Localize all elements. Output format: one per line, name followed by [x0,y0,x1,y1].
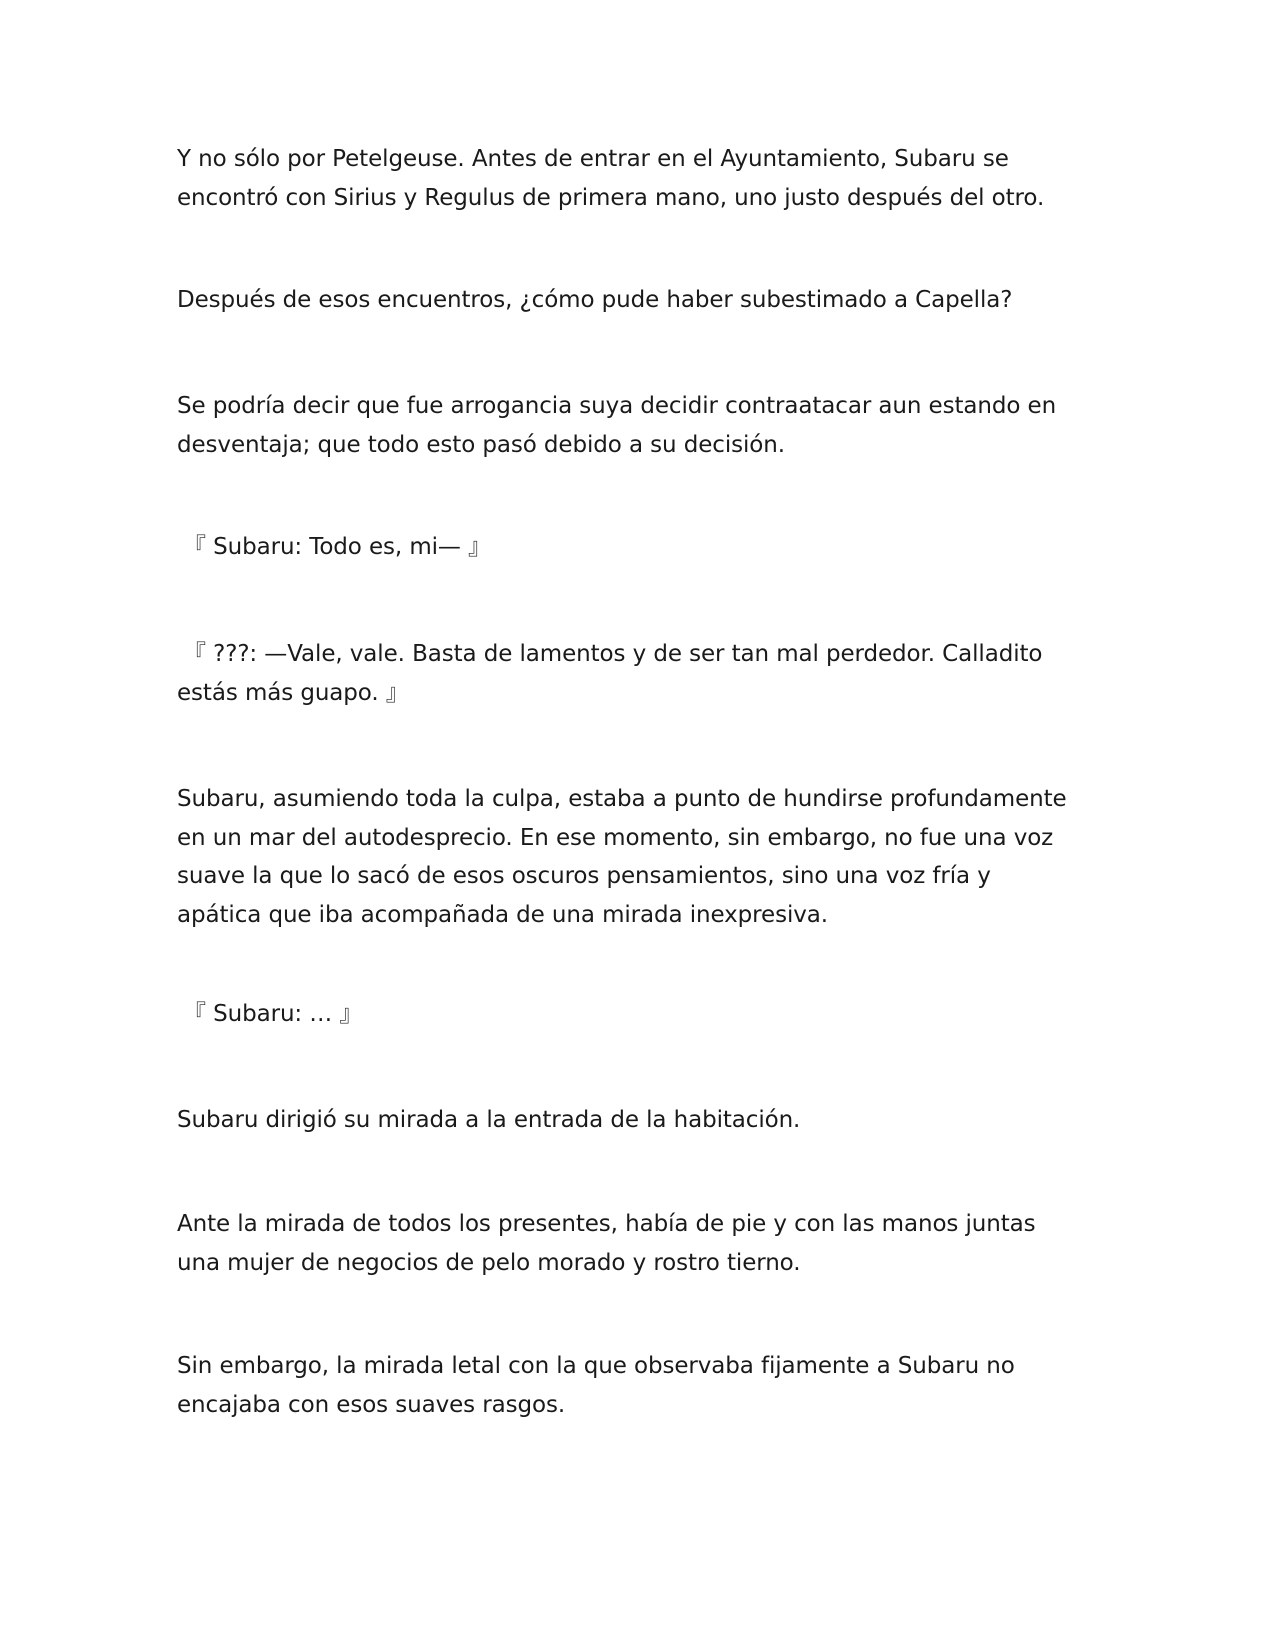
line: Y no sólo por Petelgeuse. Antes de entrar en el Ayuntamiento, Subaru se [177,146,1009,172]
paragraph-2 [177,281,1117,320]
line: Sin embargo, la mirada letal con la que observaba fijamente a Subaru no [177,1353,1015,1379]
line: en un mar del autodesprecio. En ese momento, sin embargo, no fue una voz [177,824,1054,851]
paragraph-3 [177,387,1117,464]
line: apática que iba acompañada de una mirada inexpresiva. [177,901,828,928]
line: Después de esos encuentros, ¿cómo pude haber subestimado a Capella? [177,287,1013,313]
line: 『 Subaru: Todo es, mi— 』 [183,534,491,560]
line: una mujer de negocios de pelo morado y rostro tierno. [177,1249,801,1276]
line: encontró con Sirius y Regulus de primera mano, uno justo después del otro. [177,184,1045,211]
line: encajaba con esos suaves rasgos. [177,1391,566,1418]
line: Ante la mirada de todos los presentes, había de pie y con las manos juntas [177,1211,1036,1237]
line: desventaja; que todo esto pasó debido a su decisión. [177,431,785,458]
line: Se podría decir que fue arrogancia suya decidir contraatacar aun estando en [177,393,1057,419]
dialog-line-3 [177,995,1117,1034]
line: Subaru dirigió su mirada a la entrada de la habitación. [177,1107,801,1133]
paragraph-1 [177,140,1117,217]
line: estás más guapo. 』 [177,679,409,706]
dialog-line-1 [177,528,1117,567]
dialog-line-2 [177,635,1117,712]
line: 『 ???: —Vale, vale. Basta de lamentos y de ser tan mal perdedor. Calladito [183,641,1043,667]
paragraph-5 [177,1101,1117,1140]
paragraph-7 [177,1347,1117,1424]
paragraph-6 [177,1205,1117,1282]
line: Subaru, asumiendo toda la culpa, estaba a punto de hundirse profundamente [177,786,1067,812]
line: suave la que lo sacó de esos oscuros pensamientos, sino una voz fría y [177,863,991,889]
paragraph-4 [177,780,1117,934]
line: 『 Subaru: … 』 [183,1001,363,1027]
